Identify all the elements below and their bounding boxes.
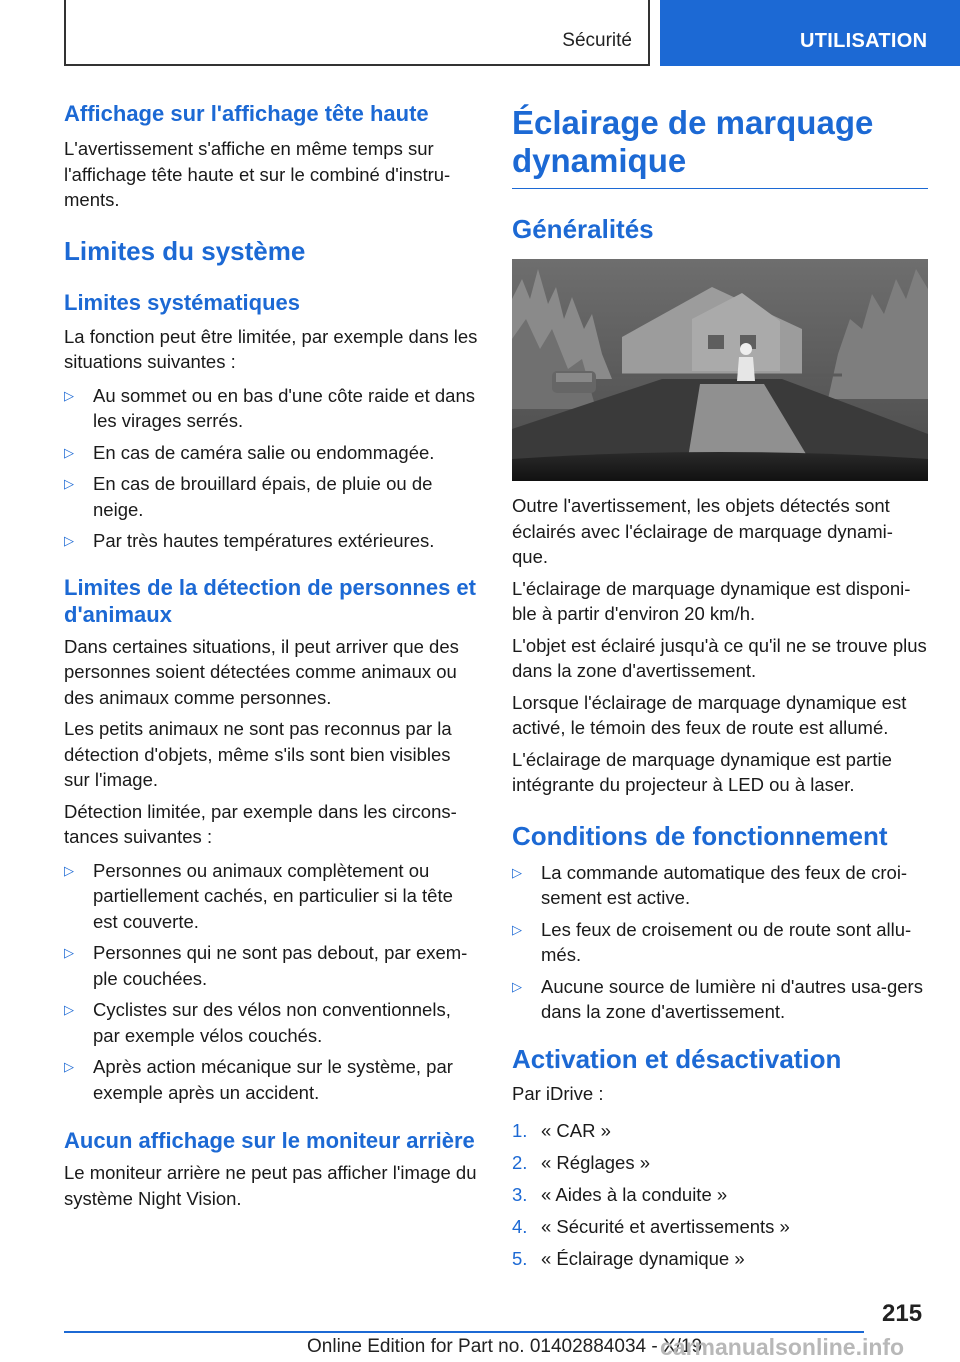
list-item: 3. « Aides à la conduite » xyxy=(512,1184,728,1205)
general-paragraph-2: L'éclairage de marquage dynamique est disponi-ble à partir d'environ 20 km/h. xyxy=(512,577,911,624)
detect-list xyxy=(64,858,478,1106)
conditions-heading: Conditions de fonctionnement xyxy=(512,820,888,851)
bullet-triangle-icon: ▷ xyxy=(64,862,74,878)
list-item: ▷ Après action mécanique sur le système, par exemple après un accident. xyxy=(64,1056,453,1103)
night-road-image xyxy=(512,259,928,481)
list-item: ▷ Aucune source de lumière ni d'autres usa-gers dans la zone d'avertissement. xyxy=(512,975,923,1022)
main-heading: Éclairage de marquage dynamique xyxy=(512,104,928,189)
header-section-box xyxy=(64,0,650,66)
bullet-triangle-icon: ▷ xyxy=(64,1002,74,1017)
bullet-triangle-icon: ▷ xyxy=(64,1059,74,1074)
night-road-illustration xyxy=(512,259,928,481)
limits-heading: Limites du système xyxy=(64,235,306,266)
list-item: ▷ Par très hautes températures extérieures. xyxy=(64,528,478,554)
detect-heading: Limites de la détection de personnes et d'animaux xyxy=(64,574,476,627)
general-paragraph-3: L'objet est éclairé jusqu'à ce qu'il ne se trouve plus dans la zone d'avertissement. xyxy=(512,634,927,681)
sys-limits-list xyxy=(64,383,478,554)
header-chapter-label: UTILISATION xyxy=(800,30,928,52)
footer-watermark: carmanualsonline.info xyxy=(660,1334,905,1360)
general-paragraph-1: Outre l'avertissement, les objets détectés sont éclairés avec l'éclairage de marquage dynami-que. xyxy=(512,495,893,567)
list-item: ▷ Les feux de croisement ou de route sont allu-més. xyxy=(512,918,912,965)
header-section-label: Sécurité xyxy=(562,30,632,51)
hud-heading: Affichage sur l'affichage tête haute xyxy=(64,101,429,126)
left-column xyxy=(64,100,478,1211)
bullet-triangle-icon: ▷ xyxy=(512,864,522,880)
activation-heading: Activation et désactivation xyxy=(512,1043,842,1074)
list-item: 1. « CAR » xyxy=(512,1120,611,1141)
footer-rule xyxy=(64,1331,864,1333)
conditions-list xyxy=(512,860,928,1025)
detect-paragraph-1: Dans certaines situations, il peut arriver que des personnes soient détectées comme animaux ou des animaux comme personnes. xyxy=(64,635,459,708)
list-item: ▷ La commande automatique des feux de croi-sement est active. xyxy=(512,861,908,908)
bullet-triangle-icon: ▷ xyxy=(64,945,74,960)
activation-intro: Par iDrive : xyxy=(512,1082,604,1104)
bullet-triangle-icon: ▷ xyxy=(512,978,522,994)
footer-edition: Online Edition for Part no. 01402884034 - X/19 xyxy=(307,1336,703,1357)
detect-paragraph-3: Détection limitée, par exemple dans les circons-tances suivantes : xyxy=(64,800,457,847)
bullet-triangle-icon: ▷ xyxy=(64,444,74,460)
list-item: ▷ Au sommet ou en bas d'une côte raide et dans les virages serrés. xyxy=(64,384,475,431)
general-paragraph-4: Lorsque l'éclairage de marquage dynamique est activé, le témoin des feux de route est allumé. xyxy=(512,691,907,738)
bullet-triangle-icon: ▷ xyxy=(512,921,522,937)
header-chapter-tab xyxy=(660,0,960,66)
list-item: ▷ En cas de brouillard épais, de pluie ou de neige. xyxy=(64,473,433,520)
page-number: 215 xyxy=(882,1300,923,1327)
list-item: ▷ Personnes ou animaux complètement ou partiellement cachés, en particulier si la tête est couverte. xyxy=(64,859,453,932)
hud-paragraph: L'avertissement s'affiche en même temps sur l'affichage tête haute et sur le combiné d'instru-ments. xyxy=(64,138,451,210)
list-item: 5. « Éclairage dynamique » xyxy=(512,1248,745,1269)
sys-limits-paragraph: La fonction peut être limitée, par exemple dans les situations suivantes : xyxy=(64,325,478,372)
list-item: 4. « Sécurité et avertissements » xyxy=(512,1216,790,1237)
detect-paragraph-2: Les petits animaux ne sont pas reconnus par la détection d'objets, même s'ils sont bien visibles sur l'image. xyxy=(64,718,452,790)
monitor-heading: Aucun affichage sur le moniteur arrière xyxy=(64,1128,475,1153)
list-item: 2. « Réglages » xyxy=(512,1152,651,1173)
bullet-triangle-icon: ▷ xyxy=(64,476,74,491)
monitor-paragraph: Le moniteur arrière ne peut pas afficher l'image du système Night Vision. xyxy=(64,1162,477,1209)
activation-steps xyxy=(512,1118,928,1272)
bullet-triangle-icon: ▷ xyxy=(64,533,74,548)
list-item: ▷ Personnes qui ne sont pas debout, par exem-ple couchées. xyxy=(64,942,468,989)
general-heading: Généralités xyxy=(512,214,654,244)
list-item: ▷ Cyclistes sur des vélos non conventionnels, par exemple vélos couchés. xyxy=(64,999,451,1046)
list-item: ▷ En cas de caméra salie ou endommagée. xyxy=(64,440,478,466)
bullet-triangle-icon: ▷ xyxy=(64,387,74,403)
general-paragraph-5: L'éclairage de marquage dynamique est partie intégrante du projecteur à LED ou à laser. xyxy=(512,748,892,795)
sys-limits-heading: Limites systématiques xyxy=(64,289,300,315)
right-column xyxy=(512,100,928,1278)
